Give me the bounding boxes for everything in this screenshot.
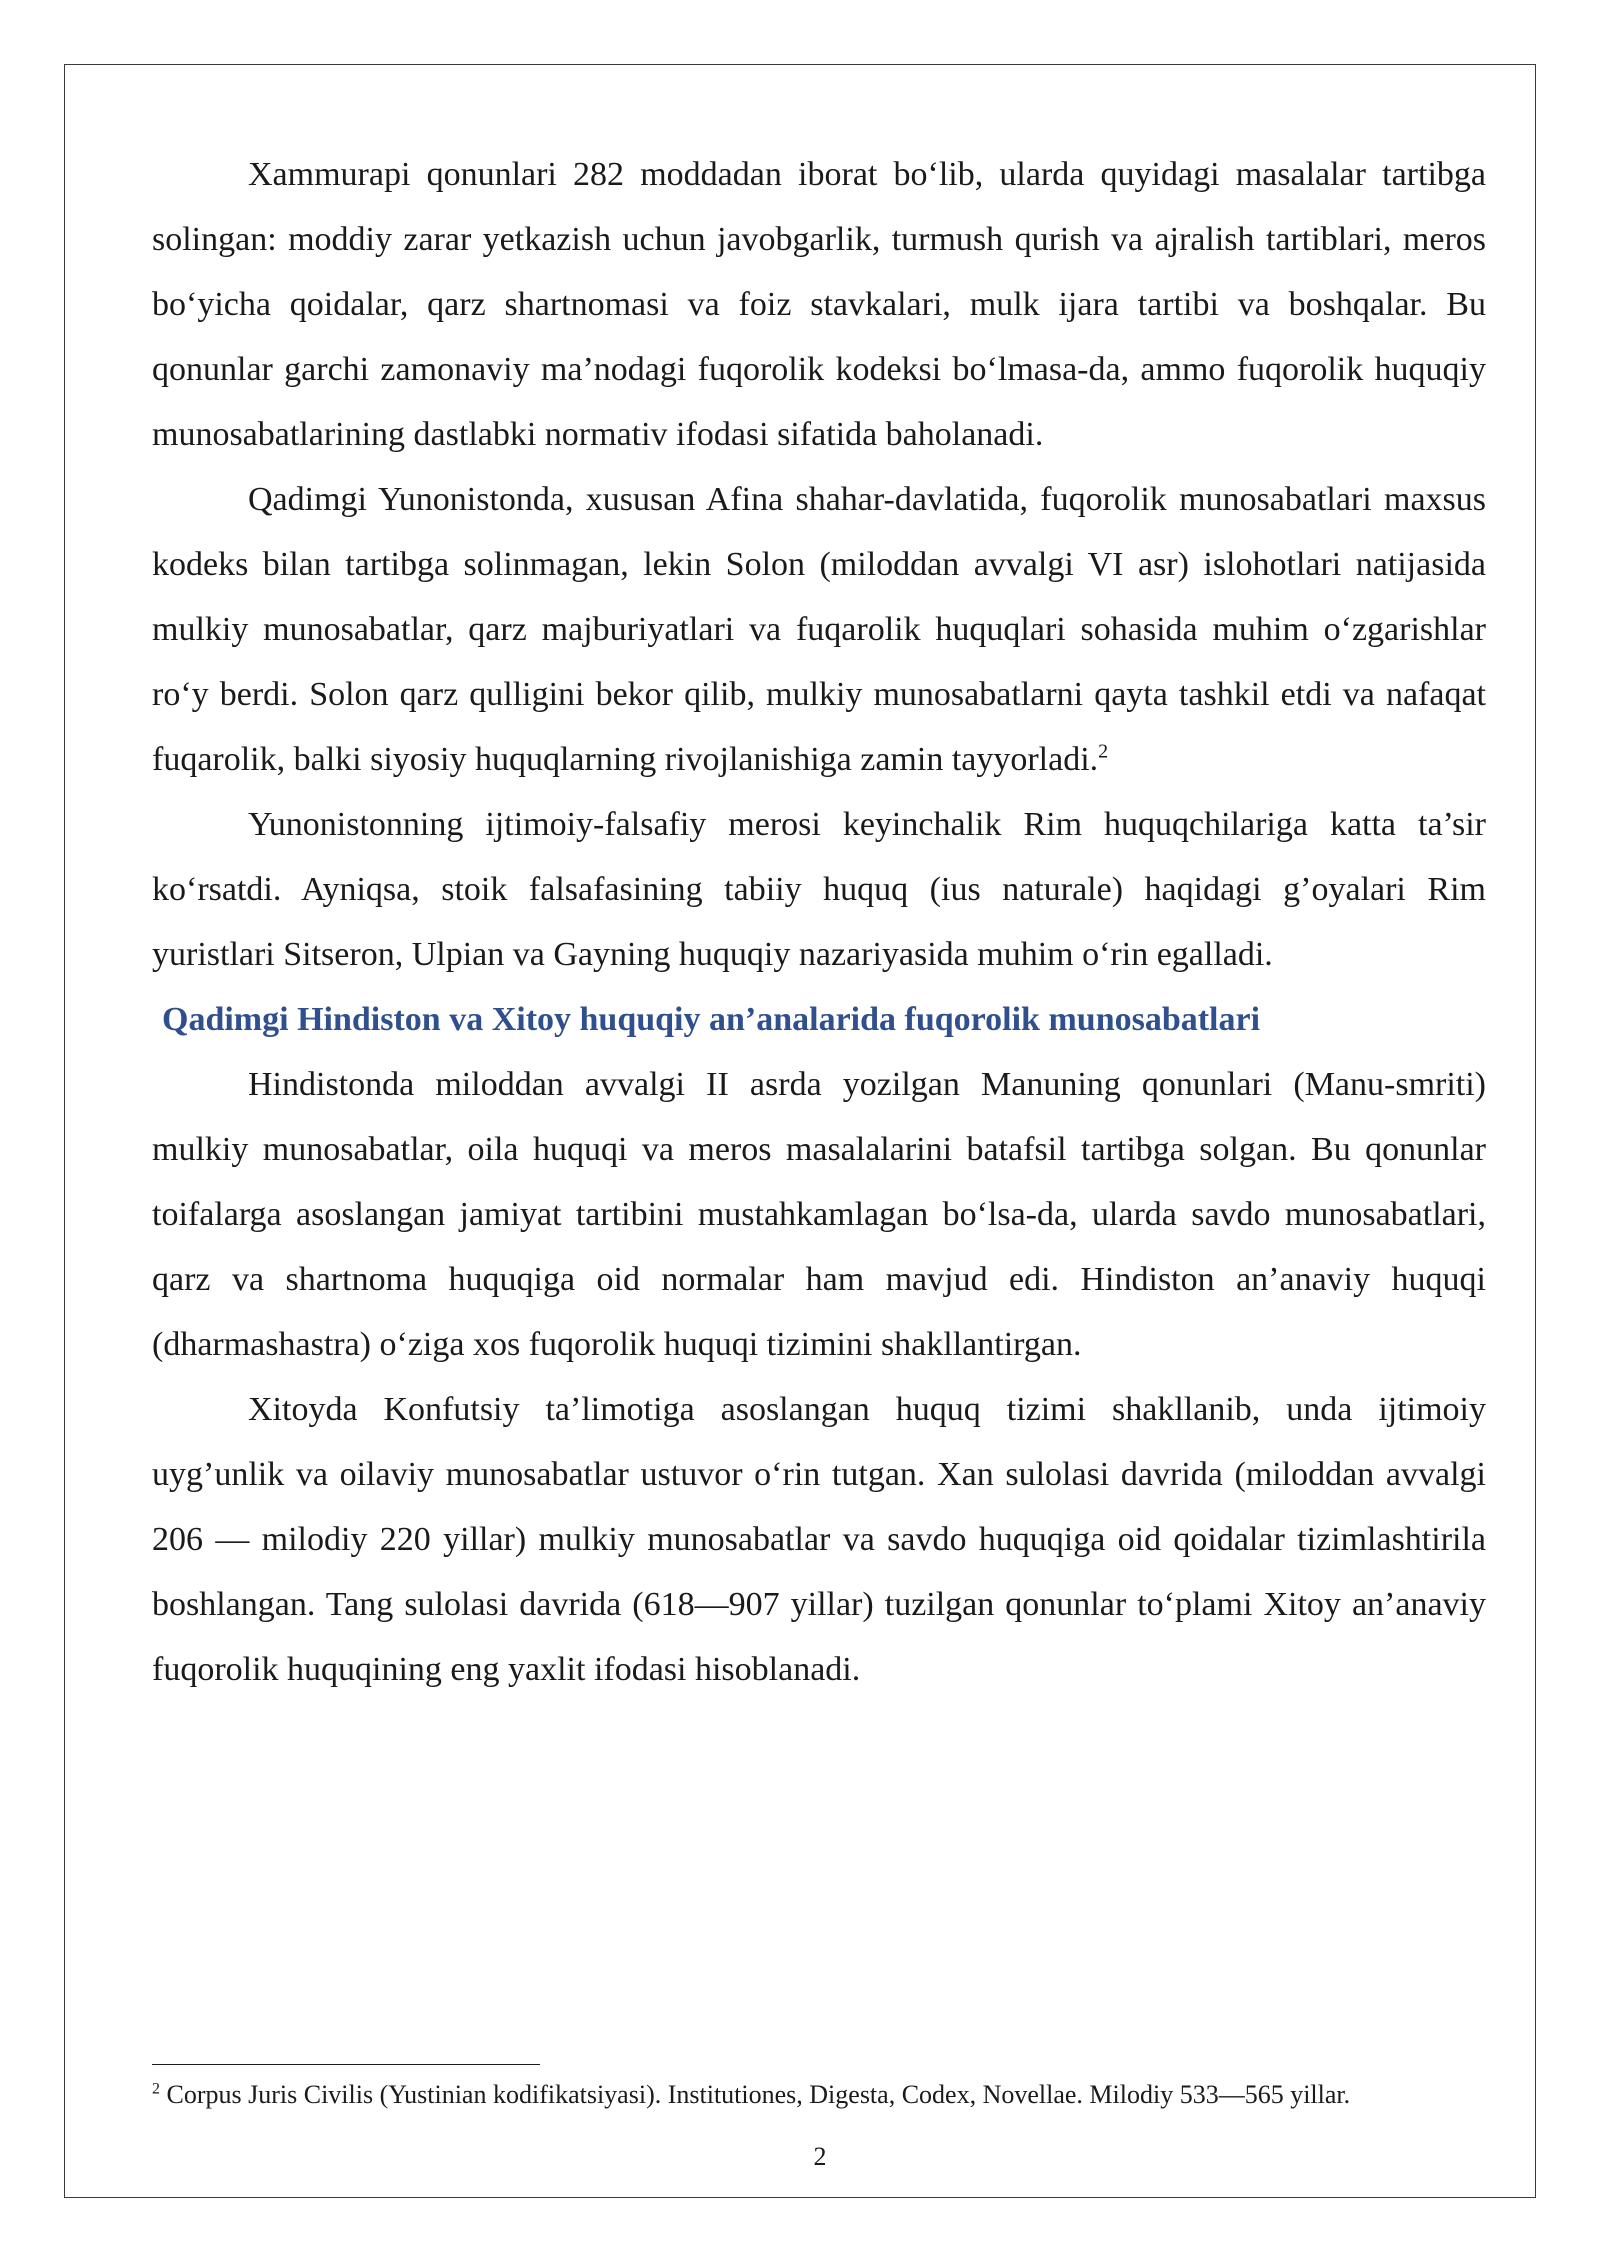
paragraph-text: Xammurapi qonunlari 282 moddadan iborat bo‘lib, ularda quyidagi masalalar tartibga solingan: moddiy zarar yetkazish uchun javobgarlik, turmush qurish va ajralish tartiblari, meros bo‘yicha qoidalar, qarz shartnomasi va foiz stavkalari, mulk ijara tartibi va boshqalar. Bu qonunlar garchi zamonaviy ma’nodagi fuqorolik kodeksi bo‘lmasa-da, ammo fuqorolik huquqiy munosabatlarining dastlabki normativ ifodasi sifatida baholanadi. [152,156,1486,453]
paragraph-text: Qadimgi Yunonistonda, xususan Afina shahar-davlatida, fuqorolik munosabatlari maxsus kodeks bilan tartibga solinmagan, lekin Solon (miloddan avvalgi VI asr) islohotlari natijasida mulkiy munosabatlar, qarz majburiyatlari va fuqarolik huquqlari sohasida muhim o‘zgarishlar ro‘y berdi. Solon qarz qulligini bekor qilib, mulkiy munosabatlarni qayta tashkil etdi va nafaqat fuqarolik, balki siyosiy huquqlarning rivojlanishiga zamin tayyorladi. [152,481,1486,778]
footnote [152,2078,1486,2112]
page-number: 2 [813,2142,827,2171]
paragraph-text: Hindistonda miloddan avvalgi II asrda yozilgan Manuning qonunlari (Manu-smriti) mulkiy munosabatlar, oila huquqi va meros masalalarini batafsil tartibga solgan. Bu qonunlar toifalarga asoslangan jamiyat tartibini mustahkamlagan bo‘lsa-da, ularda savdo munosabatlari, qarz va shartnoma huquqiga oid normalar ham mavjud edi. Hindiston an’anaviy huquqi (dharmashastra) o‘ziga xos fuqorolik huquqi tizimini shakllantirgan. [152,1066,1486,1363]
footnote-reference[interactable]: 2 [1098,740,1109,763]
paragraph-text: Xitoyda Konfutsiy ta’limotiga asoslangan huquq tizimi shakllanib, unda ijtimoiy uyg’unlik va oilaviy munosabatlar ustuvor o‘rin tutgan. Xan sulolasi davrida (miloddan avvalgi 206 — milodiy 220 yillar) mulkiy munosabatlar va savdo huquqiga oid qoidalar tizimlashtirila boshlangan. Tang sulolasi davrida (618—907 yillar) tuzilgan qonunlar to‘plami Xitoy an’anaviy fuqorolik huquqining eng yaxlit ifodasi hisoblanadi. [152,1391,1486,1688]
footnote-text: Corpus Juris Civilis (Yustinian kodifikatsiyasi). Institutiones, Digesta, Codex, Novellae. Milodiy 533—565 yillar. [166,2080,1351,2109]
section-heading: Qadimgi Hindiston va Xitoy huquqiy an’analarida fuqorolik munosabatlari [162,1001,1261,1038]
paragraph-greek-legacy [152,792,1486,987]
paragraph-china [152,1377,1486,1702]
paragraph-ancient-greece [152,467,1486,792]
paragraph-hammurabi [152,142,1486,467]
document-body [152,142,1486,1702]
footnote-separator [152,2064,540,2065]
paragraph-india [152,1052,1486,1377]
paragraph-text: Yunonistonning ijtimoiy-falsafiy merosi keyinchalik Rim huquqchilariga katta ta’sir ko‘rsatdi. Ayniqsa, stoik falsafasining tabiiy huquq (ius naturale) haqidagi g’oyalari Rim yuristlari Sitseron, Ulpian va Gayning huquqiy nazariyasida muhim o‘rin egalladi. [152,806,1486,973]
footnote-marker: 2 [152,2080,160,2098]
